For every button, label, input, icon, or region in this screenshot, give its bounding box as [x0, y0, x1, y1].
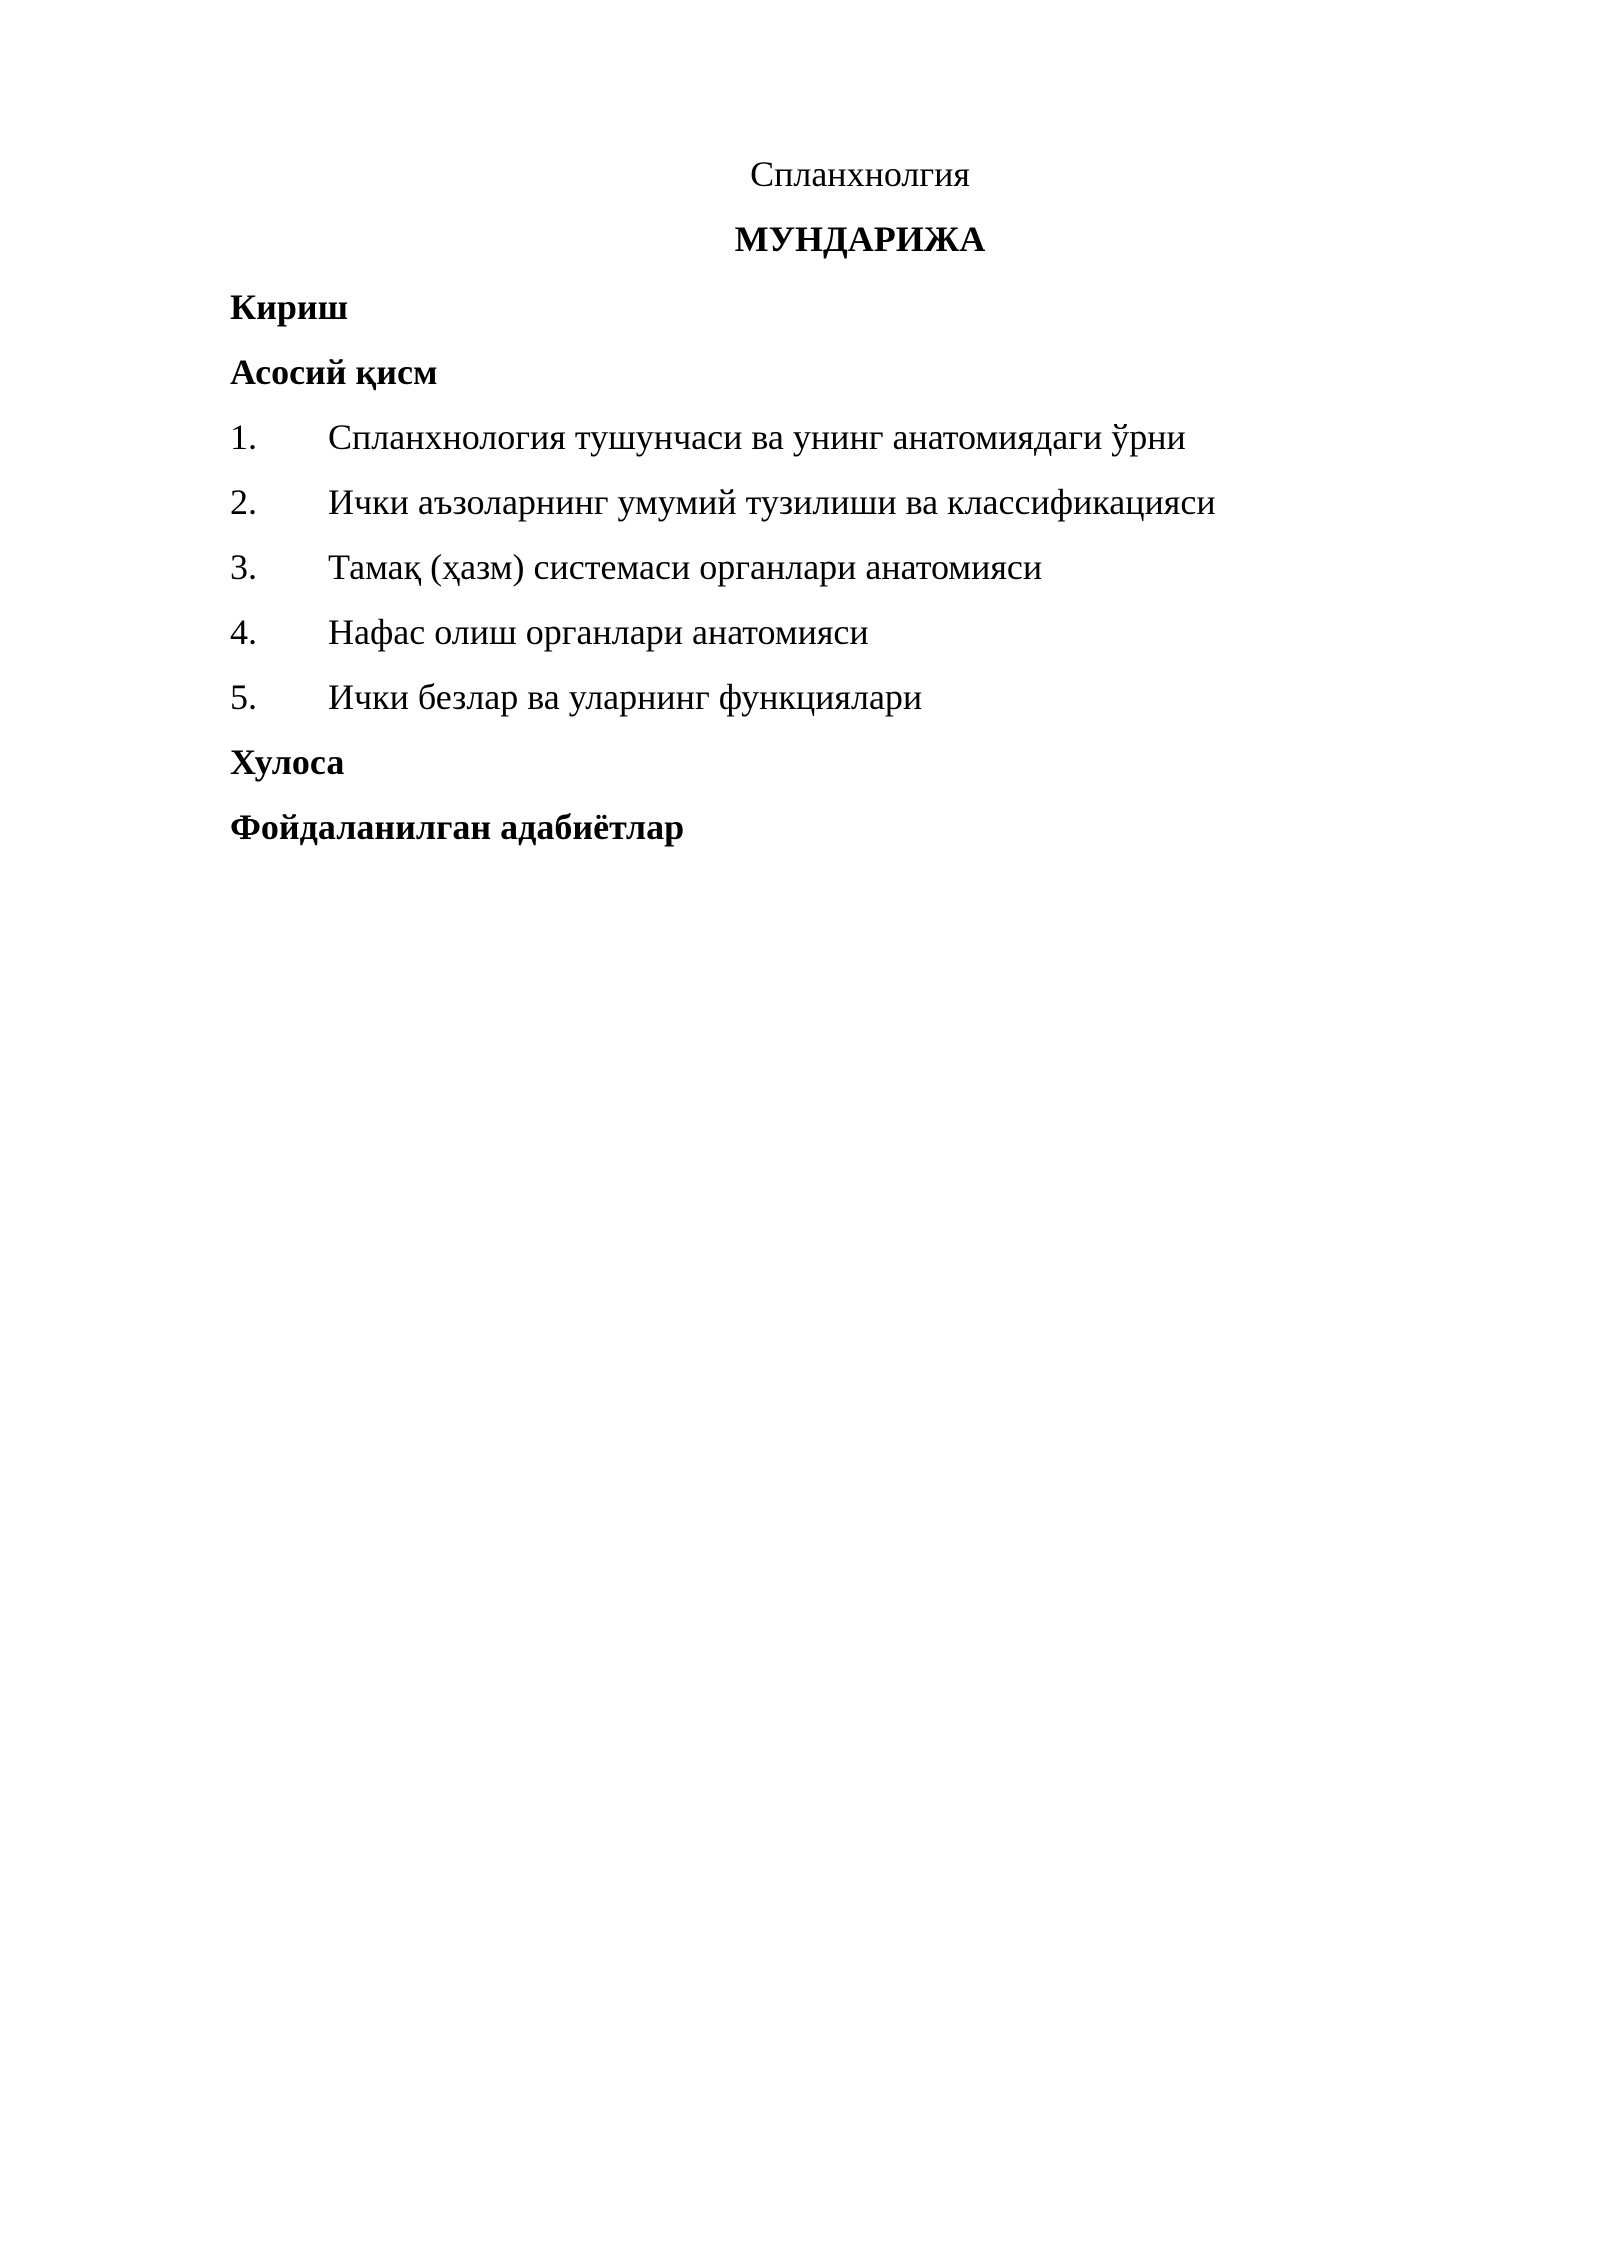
toc-item: [230, 413, 1186, 461]
toc-item-number: 5.: [230, 677, 257, 717]
toc-item-number: 2.: [230, 482, 257, 522]
toc-item: [230, 673, 922, 721]
toc-item-text: Спланхнология тушунчаси ва унинг анатомиядаги ўрни: [328, 417, 1186, 457]
toc-item-text: Тамақ (ҳазм) системаси органлари анатомияси: [328, 547, 1043, 587]
toc-references: Фойдаланилган адабиётлар: [230, 807, 685, 847]
toc-item-text: Ички аъзоларнинг умумий тузилиши ва классификацияси: [328, 482, 1216, 522]
toc-item-number: 1.: [230, 417, 257, 457]
toc-item: [230, 543, 1042, 591]
toc-conclusion: Хулоса: [230, 742, 345, 782]
toc-item-text: Ички безлар ва уларнинг функциялари: [328, 677, 923, 717]
toc-item-number: 4.: [230, 612, 257, 652]
toc-item-number: 3.: [230, 547, 257, 587]
toc-intro: Кириш: [230, 287, 349, 327]
toc-item-text: Нафас олиш органлари анатомияси: [328, 612, 869, 652]
document-title: Спланхнолгия: [750, 154, 970, 194]
toc-heading: МУНДАРИЖА: [734, 219, 986, 259]
toc-item: [230, 478, 1216, 526]
toc-item: [230, 608, 869, 656]
toc-main-part: Асосий қисм: [230, 352, 438, 392]
